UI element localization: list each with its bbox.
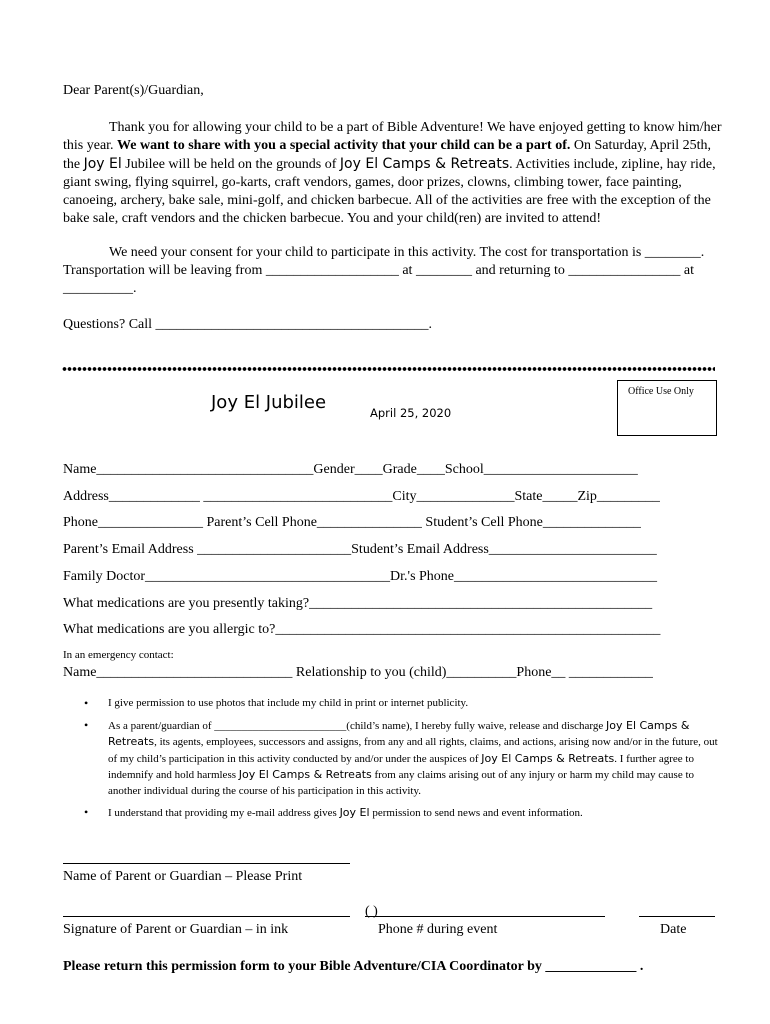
print-name-line[interactable] [63, 863, 350, 864]
print-name-label: Name of Parent or Guardian – Please Print [63, 869, 303, 884]
questions-line: Questions? Call _______________________________________. [63, 317, 433, 332]
date-label: Date [660, 922, 687, 937]
phone-label: Phone # during event [378, 922, 498, 937]
form-row-phone[interactable]: Phone_______________ Parent’s Cell Phone_______________ Student’s Cell Phone______________ [63, 515, 641, 530]
letter-paragraph-2: We need your consent for your child to participate in this activity. The cost for transportation is ________. Transportation will be leaving from ___________________ at ________ and returning to ________________ at __________. [63, 245, 705, 296]
phone-line[interactable] [365, 916, 605, 917]
cut-line-divider [62, 366, 715, 372]
form-title: Joy El Jubilee [211, 392, 327, 413]
form-date: April 25, 2020 [370, 406, 452, 420]
form-row-doctor[interactable]: Family Doctor___________________________________Dr.'s Phone_____________________________ [63, 569, 658, 584]
form-row-emergency-contact[interactable]: Name____________________________ Relationship to you (child)__________Phone__ ____________ [63, 665, 653, 680]
date-line[interactable] [639, 916, 715, 917]
letter-paragraph-1: Thank you for allowing your child to be a part of Bible Adventure! We have enjoyed getting to know him/her this year. We want to share with you a special activity that your child can be a part of. On Saturday, April 25th, the Joy El Jubilee will be held on the grounds of Joy El Camps & Retreats. Activities include, zipline, hay ride, giant swing, flying squirrel, go-karts, craft vendors, games, door prizes, clowns, climbing tower, face painting, canoeing, archery, bake sale, mini-golf, and chicken barbecue. All of the activities are free with the exception of the bake sale, craft vendors and the chicken barbecue. You and your child(ren) are invited to attend! [63, 120, 722, 226]
emergency-label: In an emergency contact: [63, 649, 174, 661]
signature-line[interactable] [63, 916, 350, 917]
form-row-address[interactable]: Address_____________ ___________________________City______________State_____Zip_________ [63, 489, 660, 504]
form-row-email[interactable]: Parent’s Email Address ______________________Student’s Email Address________________________ [63, 542, 657, 557]
phone-area-code: ( ) [365, 904, 378, 919]
form-row-name[interactable]: Name_______________________________Gender____Grade____School______________________ [63, 462, 638, 477]
form-row-allergies[interactable]: What medications are you allergic to?_______________________________________________________ [63, 622, 661, 637]
signature-label: Signature of Parent or Guardian – in ink [63, 922, 289, 937]
return-instructions: Please return this permission form to your Bible Adventure/CIA Coordinator by _____________ . [63, 959, 644, 974]
permission-waiver: • As a parent/guardian of ________________________(child’s name), I hereby fully waive, release and discharge Joy El Camps & Retreats, its agents, employees, successors and assigns, from any and all rights, claims, and actions, arising now and/or in the future, out of my child’s participation in this activity conducted by and/or under the auspices of Joy El Camps & Retreats. I further agree to indemnify and hold harmless Joy El Camps & Retreats from any claims arising out of any injury or harm my child may cause to another individual during the course of his participation in this activity. [84, 718, 719, 800]
permission-email: • I understand that providing my e-mail address gives Joy El permission to send news and event information. [84, 805, 719, 822]
permission-photos: • I give permission to use photos that include my child in print or internet publicity. [84, 696, 719, 712]
form-row-medications[interactable]: What medications are you presently taking?_________________________________________________ [63, 596, 653, 611]
office-use-label: Office Use Only [628, 386, 694, 397]
office-use-box [617, 380, 717, 436]
permission-list [84, 696, 719, 828]
salutation: Dear Parent(s)/Guardian, [63, 83, 204, 98]
